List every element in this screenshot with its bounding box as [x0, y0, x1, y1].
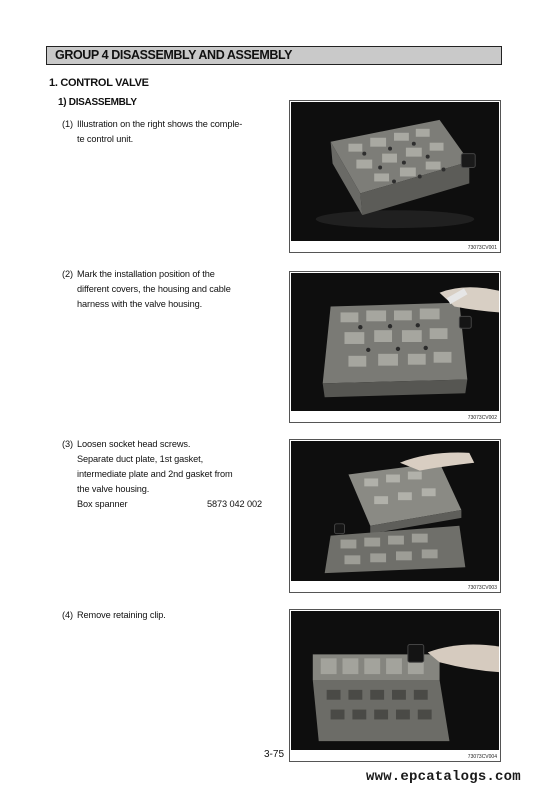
step-text-line: Mark the installation position of the [77, 269, 215, 279]
subsection-title: 1) DISASSEMBLY [58, 97, 137, 108]
step-number: (3) [62, 439, 73, 449]
figure-3 [289, 439, 501, 593]
figure-code: 73073CV001 [467, 245, 497, 251]
step-text-line: Separate duct plate, 1st gasket, [77, 454, 204, 464]
figure-code: 73073CV003 [467, 585, 497, 591]
step-number: (4) [62, 610, 73, 620]
retaining-clip-photo [291, 611, 499, 750]
group-header [46, 46, 502, 65]
figure-1 [289, 100, 501, 253]
tool-spec [77, 497, 262, 512]
step-text-line: te control unit. [77, 134, 134, 144]
step-text-line: different covers, the housing and cable [77, 284, 231, 294]
step-text-line: the valve housing. [77, 484, 150, 494]
step-number: (2) [62, 269, 73, 279]
step-4 [62, 608, 262, 623]
step-2 [62, 267, 262, 312]
tool-number: 5873 042 002 [206, 499, 262, 509]
tool-name: Box spanner [77, 499, 128, 509]
page-number: 3-75 [264, 749, 285, 760]
step-text-line: Loosen socket head screws. [77, 439, 191, 449]
step-text-line: Illustration on the right shows the comple- [77, 119, 243, 129]
step-text-line: harness with the valve housing. [77, 299, 203, 309]
watermark-link[interactable]: www.epcatalogs.com [366, 769, 521, 785]
marking-housing-photo [291, 273, 499, 411]
figure-code: 73073CV002 [467, 415, 497, 421]
step-1 [62, 117, 262, 147]
figure-4 [289, 609, 501, 762]
group-title: GROUP 4 DISASSEMBLY AND ASSEMBLY [55, 48, 293, 62]
step-text-line: Remove retaining clip. [77, 610, 166, 620]
figure-code: 73073CV004 [467, 754, 497, 760]
figure-2 [289, 271, 501, 423]
control-unit-photo [291, 102, 499, 241]
step-3 [62, 437, 262, 512]
duct-plate-separation-photo [291, 441, 499, 581]
step-number: (1) [62, 119, 73, 129]
section-title: 1. CONTROL VALVE [49, 77, 149, 89]
step-text-line: intermediate plate and 2nd gasket from [77, 469, 233, 479]
